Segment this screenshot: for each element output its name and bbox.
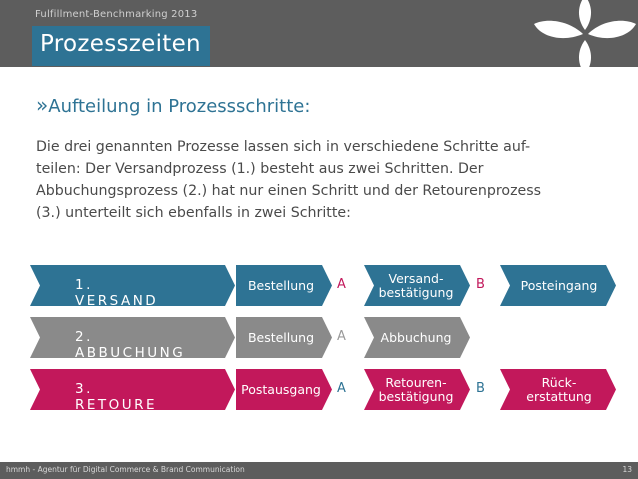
transition-letter: B: [476, 277, 485, 292]
step-label: Postausgang: [241, 381, 321, 397]
page-title: Prozesszeiten: [40, 31, 201, 57]
section-subheading: [36, 93, 310, 117]
process-row-versand: [30, 265, 620, 309]
subheading-marker: »: [36, 93, 49, 117]
study-label: Fulfillment-Benchmarking 2013: [35, 9, 198, 20]
transition-letter: A: [337, 329, 346, 344]
footer-agency: hmmh - Agentur für Digital Commerce & Brand Communication: [6, 465, 245, 474]
header-bar: [0, 0, 638, 67]
leaf-logo-icon: [528, 0, 638, 67]
transition-letter: A: [337, 381, 346, 396]
step-label: Retouren- bestätigung: [378, 374, 454, 404]
process-row-abbuchung: [30, 317, 620, 361]
process-label: 3. RETOURE: [75, 381, 158, 413]
step-label: Bestellung: [247, 277, 315, 293]
transition-letter: A: [337, 277, 346, 292]
page-number: 13: [622, 465, 632, 474]
subheading-text: Aufteilung in Prozessschritte:: [48, 96, 311, 117]
intro-paragraph: Die drei genannten Prozesse lassen sich in verschiedene Schritte auf- teilen: Der Versandprozess (1.) besteht aus zwei Schritten. Der Abbuchungsprozess (2.) hat nur einen Schritt und der Retourenprozess (3.) unterteilt sich ebenfalls in zwei Schritte:: [36, 139, 542, 221]
step-label: Abbuchung: [380, 329, 452, 345]
process-label: 1. VERSAND: [75, 277, 159, 309]
step-label: Posteingang: [520, 277, 598, 293]
step-label: Versand- bestätigung: [378, 270, 454, 300]
process-label: 2. ABBUCHUNG: [75, 329, 186, 361]
title-box: [32, 26, 210, 66]
step-label: Bestellung: [247, 329, 315, 345]
transition-letter: B: [476, 381, 485, 396]
process-row-retoure: [30, 369, 620, 413]
step-label: Rück- erstattung: [526, 374, 592, 404]
footer-bar: [0, 462, 638, 479]
